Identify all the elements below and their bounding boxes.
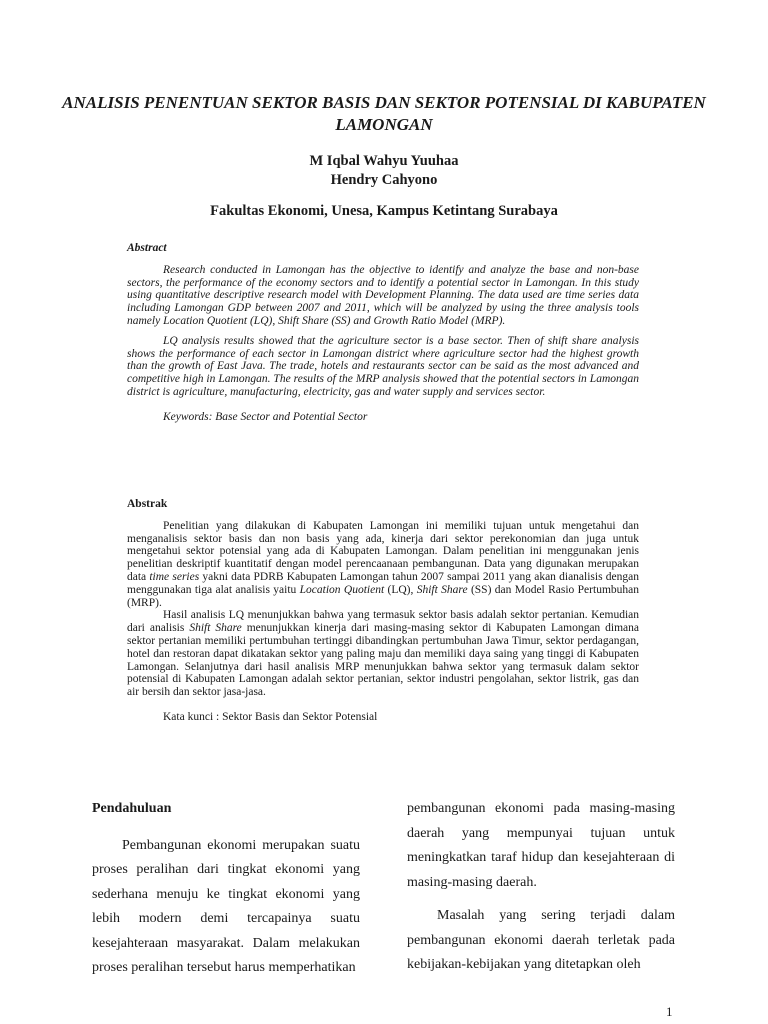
- body-paragraph: Masalah yang sering terjadi dalam pembangunan ekonomi daerah terletak pada kebijakan-kebijakan yang ditetapkan oleh: [407, 908, 675, 972]
- author-name: Hendry Cahyono: [330, 172, 438, 188]
- abstract-heading: Abstract: [127, 242, 167, 254]
- author-list: [60, 152, 708, 190]
- affiliation: Fakultas Ekonomi, Unesa, Kampus Ketintang Surabaya: [210, 203, 558, 219]
- abstract-indonesian: [127, 498, 639, 724]
- abstrak-paragraph: Penelitian yang dilakukan di Kabupaten Lamongan ini memiliki tujuan untuk mengetahui dan menganalisis sektor basis dan non basis yang ada, kinerja dari sektor perekonomian dan juga untuk mengetahui sektor potensial yang ada di Kabupaten Lamongan. Dalam penelitian ini menggunakan jenis penelitian deskriptif kuantitatif dengan model perencaanaan pembangunan. Data yang digunakan merupakan data time series yakni data PDRB Kabupaten Lamongan tahun 2007 sampai 2011 yang akan dianalisis dengan menggunakan tiga alat analisis yaitu Location Quotient (LQ), Shift Share (SS) dan Model Rasio Pertumbuhan (MRP).: [127, 519, 639, 609]
- page-number: 1: [666, 1004, 673, 1019]
- body-column-right: [407, 797, 675, 978]
- abstract-paragraph: Research conducted in Lamongan has the objective to identify and analyze the base and non-base sectors, the performance of the economy sectors and to identify a potential sector in Lamongan. In this study using quantitative descriptive research model with Development Planning. The data used are time series data including Lamongan GDP between 2007 and 2011, which will be analyzed by using the three analysis tools namely Location Quotient (LQ), Shift Share (SS) and Growth Ratio Model (MRP).: [127, 263, 639, 327]
- abstract-keywords: Keywords: Base Sector and Potential Sector: [163, 410, 368, 423]
- paper-title: ANALISIS PENENTUAN SEKTOR BASIS DAN SEKTOR POTENSIAL DI KABUPATEN LAMONGAN: [62, 93, 706, 134]
- abstract-english: [127, 242, 639, 424]
- body-paragraph: pembangunan ekonomi pada masing-masing daerah yang mempunyai tujuan untuk meningkatkan taraf hidup dan kesejahteraan di masing-masing daerah.: [407, 801, 675, 890]
- section-heading: Pendahuluan: [92, 801, 172, 816]
- body-paragraph: Pembangunan ekonomi merupakan suatu proses peralihan dari tingkat ekonomi yang sederhana menuju ke tingkat ekonomi yang lebih modern demi tercapainya suatu kesejahteraan masyarakat. Dalam melakukan proses peralihan tersebut harus memperhatikan: [92, 837, 360, 975]
- abstrak-paragraph: Hasil analisis LQ menunjukkan bahwa yang termasuk sektor basis adalah sektor pertanian. Kemudian dari analisis Shift Share menunjukkan kinerja dari masing-masing sektor di Kabupaten Lamongan dimana sektor pertanian memiliki pertumbuhan tertinggi dibandingkan pertumbuhan Jawa Timur, sektor perdagangan, hotel dan restoran dapat dikatakan sektor yang paling maju dan memiliki daya saing yang tinggi di Kabupaten Lamongan. Selanjutnya dari hasil analisis MRP menunjukkan bahwa sektor yang termasuk dalam sektor potensial di Kabupaten Lamongan adalah sektor pertanian, sektor industri pengolahan, sektor listrik, gas dan air bersih dan sektor jasa-jasa.: [127, 609, 639, 699]
- author-name: M Iqbal Wahyu Yuuhaa: [309, 153, 459, 169]
- abstrak-heading: Abstrak: [127, 498, 168, 510]
- abstrak-keywords: Kata kunci : Sektor Basis dan Sektor Potensial: [163, 710, 378, 723]
- abstract-paragraph: LQ analysis results showed that the agriculture sector is a base sector. Then of shift share analysis shows the performance of each sector in Lamongan district where agriculture sector had the highest growth than the growth of East Java. The trade, hotels and restaurants sector can be said as the most advanced and competitive high in Lamongan. The results of the MRP analysis showed that the potential sectors in Lamongan district is agriculture, manufacturing, electricity, gas and water supply and services sector.: [127, 334, 639, 398]
- body-column-left: [92, 797, 360, 981]
